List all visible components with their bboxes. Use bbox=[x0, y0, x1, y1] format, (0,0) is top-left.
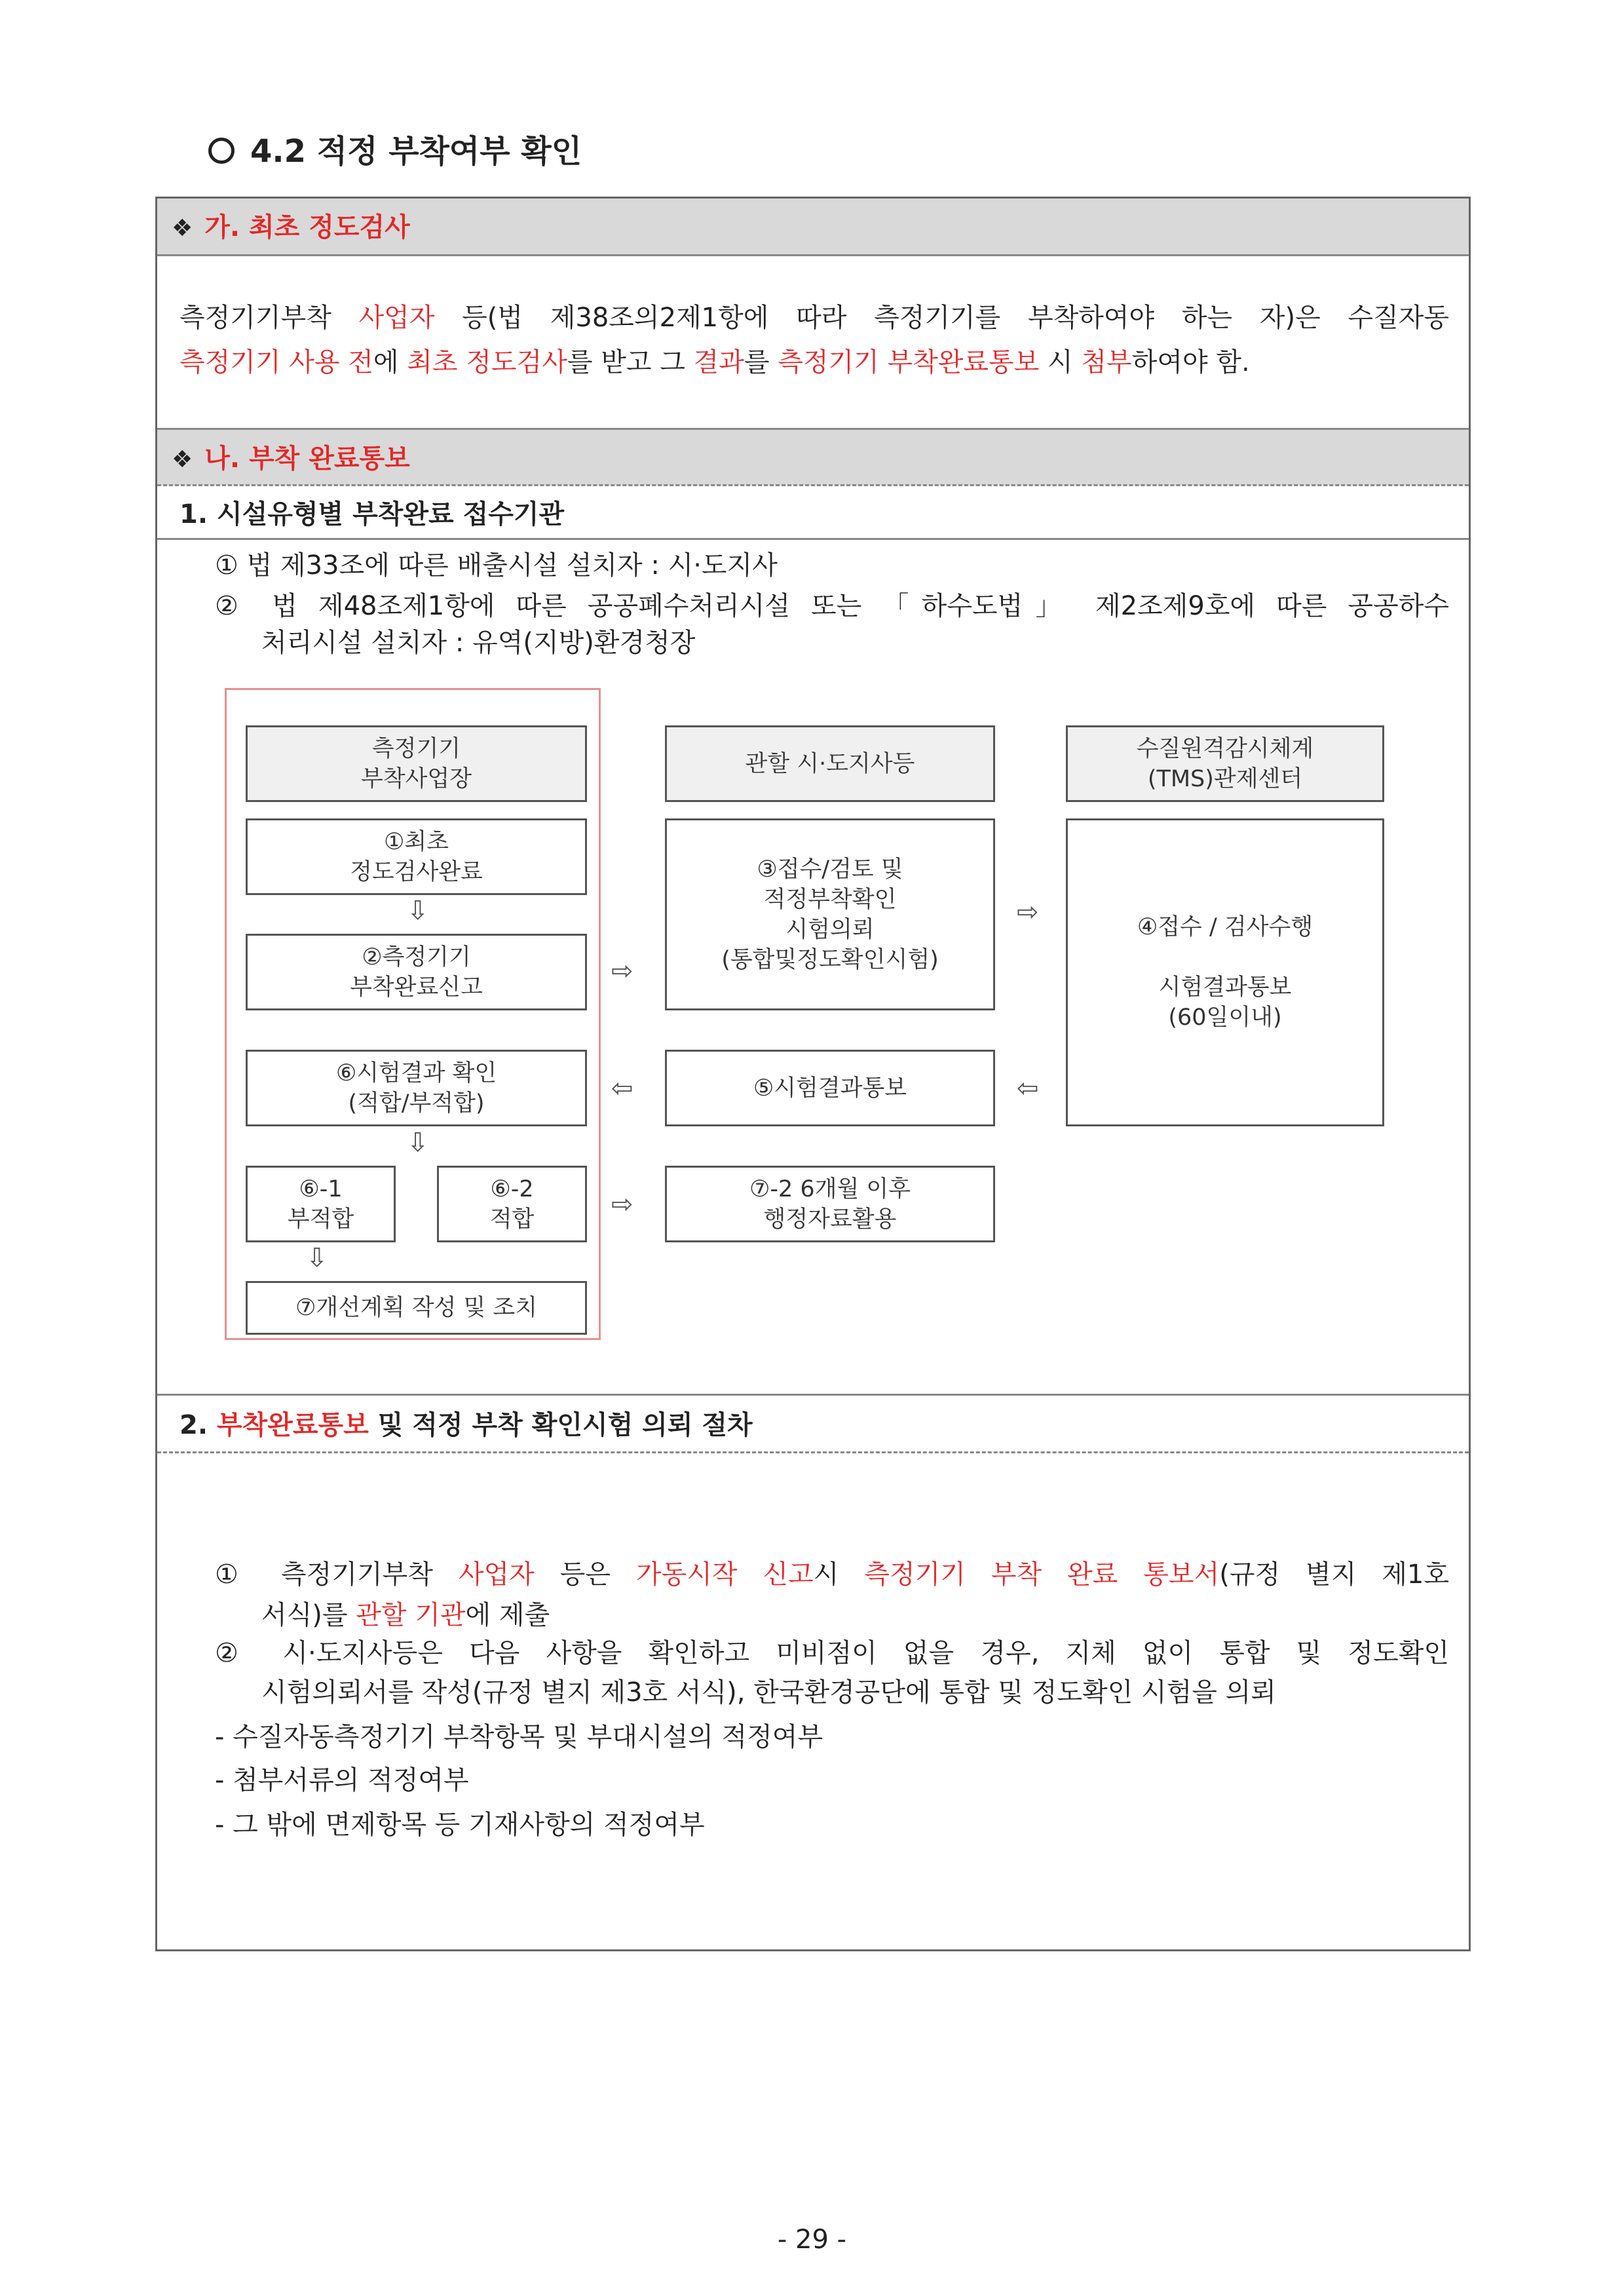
highlight-text: 사업자 bbox=[458, 1559, 535, 1590]
divider bbox=[157, 538, 1469, 540]
highlight-text: 사업자 bbox=[358, 303, 435, 333]
highlight-text: 관할 기관 bbox=[356, 1600, 466, 1630]
body-text: 를 bbox=[744, 347, 778, 377]
list-item-2b: 처리시설 설치자 : 유역(지방)환경청장 bbox=[261, 628, 696, 658]
highlight-text: 최초 정도검사 bbox=[407, 347, 567, 377]
diamond-bullet-icon: ❖ bbox=[172, 446, 193, 473]
part-a-heading: ❖ 가. 최초 정도검사 bbox=[157, 199, 1469, 256]
highlight-text: 측정기기 부착 완료 통보서 bbox=[864, 1559, 1220, 1590]
box-step6-2 bbox=[437, 1166, 587, 1242]
body-text: 등은 bbox=[534, 1559, 636, 1590]
box-line: ③접수/검토 및 bbox=[757, 856, 903, 883]
arrow-right-icon: ⇨ bbox=[1017, 897, 1039, 927]
check-item-2: - 첨부서류의 적정여부 bbox=[215, 1765, 469, 1795]
box-line: ⑦-2 6개월 이후 bbox=[749, 1176, 911, 1202]
highlight-text: 가동시작 신고 bbox=[635, 1559, 814, 1590]
box-line: 부적합 bbox=[287, 1206, 354, 1233]
box-line: 수질원격감시체계 bbox=[1136, 735, 1314, 762]
procedure-2a: ② 시·도지사등은 다음 사항을 확인하고 미비점이 없을 경우, 지체 없이 통합 및 정도확인 bbox=[215, 1638, 1449, 1668]
arrow-right-icon: ⇨ bbox=[611, 956, 633, 986]
box-step1 bbox=[246, 818, 587, 895]
box-step7 bbox=[246, 1281, 587, 1335]
box-step2 bbox=[246, 934, 587, 1010]
arrow-down-icon: ⇩ bbox=[407, 1128, 429, 1158]
box-line: 적정부착확인 bbox=[763, 886, 897, 913]
part-a-line-1 bbox=[179, 296, 1449, 340]
box-line: ④접수 / 검사수행 bbox=[1137, 914, 1313, 940]
box-line: (60일이내) bbox=[1168, 1004, 1282, 1031]
box-line: 부착완료신고 bbox=[350, 974, 483, 1001]
box-line: 정도검사완료 bbox=[350, 858, 483, 885]
box-step6 bbox=[246, 1050, 587, 1126]
box-line: ⑤시험결과통보 bbox=[753, 1075, 907, 1101]
arrow-down-icon: ⇩ bbox=[306, 1243, 328, 1273]
box-line: 적합 bbox=[489, 1206, 535, 1233]
highlight-text: 측정기기 사용 전 bbox=[179, 347, 373, 377]
box-line: (적합/부적합) bbox=[348, 1090, 485, 1117]
body-text: 에 제출 bbox=[465, 1600, 550, 1630]
body-text: ① 측정기기부착 bbox=[215, 1559, 459, 1590]
body-text: 서식)를 bbox=[261, 1600, 356, 1630]
box-col2-header bbox=[665, 725, 995, 802]
box-line: 관할 시·도지사등 bbox=[745, 750, 915, 777]
sub-heading-1: 1. 시설유형별 부착완료 접수기관 bbox=[179, 499, 565, 529]
box-line: ⑦개선계획 작성 및 조치 bbox=[295, 1295, 538, 1321]
highlight-text: 부착완료통보 bbox=[216, 1410, 369, 1440]
box-line: 행정자료활용 bbox=[763, 1206, 897, 1233]
box-line: ②측정기기 bbox=[362, 944, 471, 970]
box-line: (통합및정도확인시험) bbox=[721, 946, 939, 973]
highlight-text: 첨부 bbox=[1081, 347, 1132, 377]
box-step4 bbox=[1066, 818, 1384, 1126]
body-text: 를 받고 그 bbox=[567, 347, 694, 377]
box-line: 시험결과통보 bbox=[1158, 974, 1292, 1001]
body-text: 시 bbox=[813, 1559, 865, 1590]
list-item-1: ① 법 제33조에 따른 배출시설 설치자 : 시·도지사 bbox=[215, 550, 778, 581]
highlight-text: 결과 bbox=[693, 347, 744, 377]
box-line: ⑥시험결과 확인 bbox=[335, 1060, 497, 1086]
body-text: 및 적정 부착 확인시험 의뢰 절차 bbox=[368, 1410, 753, 1440]
highlight-text: 측정기기 부착완료통보 bbox=[778, 347, 1040, 377]
body-text: (규정 별지 제1호 bbox=[1219, 1559, 1450, 1590]
box-line: (TMS)관제센터 bbox=[1147, 765, 1303, 792]
box-line bbox=[1137, 942, 1313, 972]
section-title: 4.2 적정 부착여부 확인 bbox=[208, 126, 582, 171]
flow-diagram bbox=[225, 688, 1404, 1343]
list-item-2a: ② 법 제48조제1항에 따른 공공폐수처리시설 또는 「하수도법」 제2조제9호에 따른 공공하수 bbox=[215, 591, 1449, 621]
box-line: 부착사업장 bbox=[360, 765, 472, 792]
divider bbox=[157, 1394, 1469, 1396]
body-text: 하여야 함. bbox=[1131, 347, 1250, 377]
box-step7-2 bbox=[665, 1166, 995, 1242]
body-text: 등(법 제38조의2제1항에 따라 측정기기를 부착하여야 하는 자)은 수질자동 bbox=[434, 303, 1449, 333]
procedure-1a bbox=[215, 1556, 1449, 1593]
arrow-down-icon: ⇩ bbox=[407, 896, 429, 926]
box-step6-1 bbox=[246, 1166, 396, 1242]
circle-bullet-icon bbox=[208, 138, 235, 164]
box-step3 bbox=[665, 818, 995, 1010]
box-line: ⑥-1 bbox=[299, 1176, 343, 1202]
body-text: 시 bbox=[1039, 347, 1082, 377]
dashed-divider bbox=[157, 484, 1469, 486]
dashed-divider bbox=[157, 1451, 1469, 1453]
check-item-1: - 수질자동측정기기 부착항목 및 부대시설의 적정여부 bbox=[215, 1722, 823, 1752]
box-step5 bbox=[665, 1050, 995, 1126]
box-col3-header bbox=[1066, 725, 1384, 802]
diamond-bullet-icon: ❖ bbox=[172, 215, 193, 242]
box-col1-header bbox=[246, 725, 587, 802]
check-item-3: - 그 밖에 면제항목 등 기재사항의 적정여부 bbox=[215, 1810, 705, 1840]
arrow-left-icon: ⇦ bbox=[1017, 1073, 1039, 1103]
body-text: 측정기기부착 bbox=[179, 303, 359, 333]
procedure-2b: 시험의뢰서를 작성(규정 별지 제3호 서식), 한국환경공단에 통합 및 정도확인 시험을 의뢰 bbox=[261, 1677, 1276, 1708]
box-line: 측정기기 bbox=[371, 735, 461, 762]
body-text: 에 bbox=[373, 347, 407, 377]
procedure-1b bbox=[261, 1597, 550, 1634]
box-line: 시험의뢰 bbox=[785, 916, 875, 943]
arrow-left-icon: ⇦ bbox=[611, 1073, 633, 1103]
body-text: 2. bbox=[179, 1410, 217, 1440]
sub-heading-2 bbox=[179, 1404, 753, 1442]
arrow-right-icon: ⇨ bbox=[611, 1189, 633, 1219]
box-line: ①최초 bbox=[384, 828, 449, 855]
box-line: ⑥-2 bbox=[490, 1176, 534, 1202]
part-a-line-2 bbox=[179, 340, 1449, 385]
page-number: - 29 - bbox=[777, 2225, 847, 2255]
part-b-heading: ❖ 나. 부착 완료통보 bbox=[157, 428, 1469, 486]
